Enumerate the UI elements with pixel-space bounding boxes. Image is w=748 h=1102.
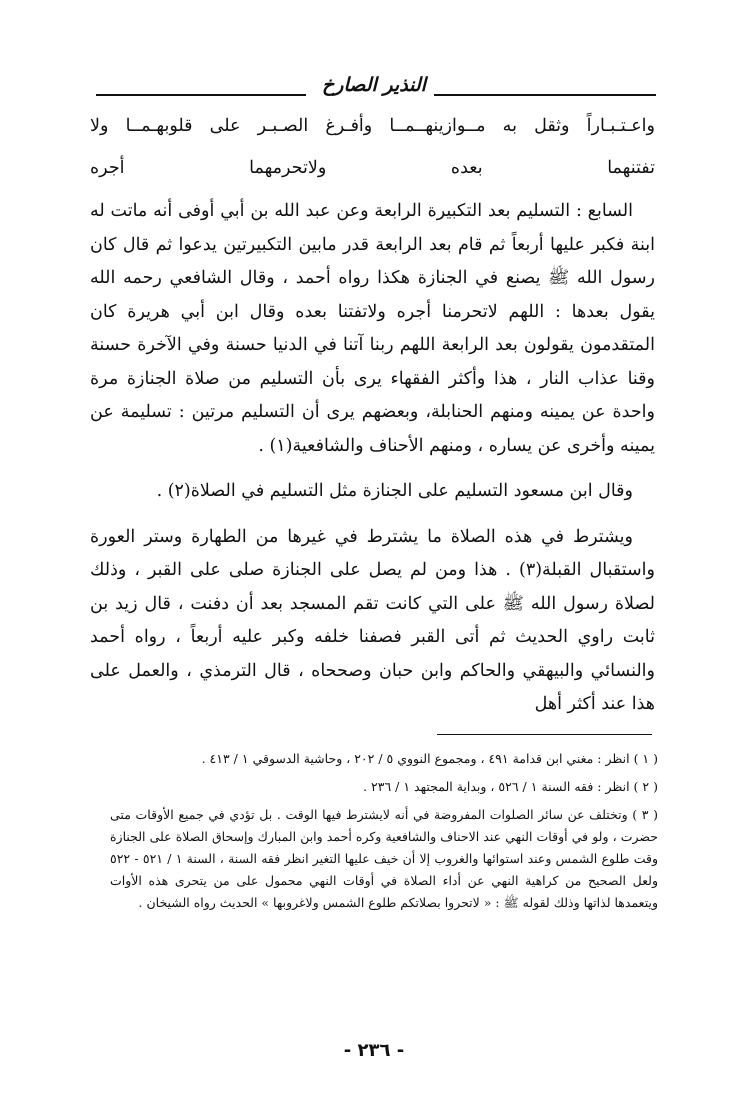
paragraph-ibn-masud: وقال ابن مسعود التسليم على الجنازة مثل التسليم في الصلاة(٢) . <box>156 481 633 501</box>
footnote-separator <box>437 734 652 735</box>
paragraph-conditions: ويشترط في هذه الصلاة ما يشترط في غيرها من الطهارة وستر العورة واستقبال القبلة(٣) . هذا ومن لم يصل على الجنازة صلى على القبر ، وذلك لصلاة رسول الله ﷺ على التي كانت تقم المسجد بعد أن دفنت ، قال زيد بن ثابت راوي الحديث ثم أتى القبر فصفنا خلفه وكبر عليه أربعاً ، رواه أحمد والنسائي والبيهقي والحاكم وابن حبان وصححاه ، قال الترمذي ، والعمل على هذا عند أكثر أهل <box>90 526 655 714</box>
footnote-2: ( ٢ ) انظر : فقه السنة ١ / ٥٢٦ ، وبداية المجتهد ١ / ٢٣٦ . <box>363 779 658 794</box>
footnote-1: ( ١ ) انظر : مغني ابن قدامة ٤٩١ ، ومجموع النووي ٥ / ٢٠٢ ، وحاشية الدسوقي ١ / ٤١٣ . <box>201 751 658 766</box>
footnote-3: ( ٣ ) وتختلف عن سائر الصلوات المفروضة في أنه لايشترط فيها الوقت . بل تؤدي في جميع الأوقات متى حضرت ، ولو في أوقات النهي عند الاحناف والشافعية وكره أحمد وابن المبارك وإسحاق الصلاة على الجنازة وقت طلوع الشمس وعند استوائها والغروب إلا أن خيف عليها التغير انظر فقه السنة ، السنة ١ / ٥٢١ - ٥٢٢ ولعل الصحيح من كراهية النهي عن أداء الصلاة في أوقات النهي محمول على من يتحرى هذه الأوات ويتعمدها لذاتها وذلك لقوله ﷺ : « لاتحروا بصلاتكم طلوع الشمس ولاغروبها » الحديث رواه الشيخان . <box>110 807 658 910</box>
continuation-line-2: تفتنهما بعده ولاتحرمهما أجره <box>90 157 655 178</box>
running-header <box>96 72 656 102</box>
header-title: النذير الصارخ <box>322 74 426 96</box>
header-rule-right <box>434 94 656 96</box>
continuation-line: واعـتـبـاراً وثقل به مــوازينهــمــا وأفـرغ الصـبـر على قلوبهـمــا ولا <box>90 116 655 136</box>
main-text <box>90 110 655 722</box>
footnotes <box>110 748 658 920</box>
paragraph-seventh: السابع : التسليم بعد التكبيرة الرابعة وعن عبد الله بن أبي أوفى أنه ماتت له ابنة فكبر عليها أربعاً ثم قام بعد الرابعة قدر مابين التكبيرتين يدعوا ثم قال كان رسول الله ﷺ يصنع في الجنازة هكذا رواه أحمد ، وقال الشافعي رحمه الله يقول بعدها : اللهم لاتحرمنا أجره ولاتفتنا بعده وقال ابن أبي هريرة كان المتقدمون يقولون بعد الرابعة اللهم ربنا آتنا في الدنيا حسنة وفي الآخرة حسنة وقنا عذاب النار ، هذا وأكثر الفقهاء يرى بأن التسليم من صلاة الجنازة مرة واحدة عن يمينه ومنهم الحنابلة، وبعضهم يرى أن التسليم مرتين : تسليمة عن يمينه وأخرى عن يساره ، ومنهم الأحناف والشافعية(١) . <box>90 201 655 456</box>
page-number: - ٢٣٦ - <box>343 1040 405 1061</box>
header-rule-left <box>96 94 306 96</box>
